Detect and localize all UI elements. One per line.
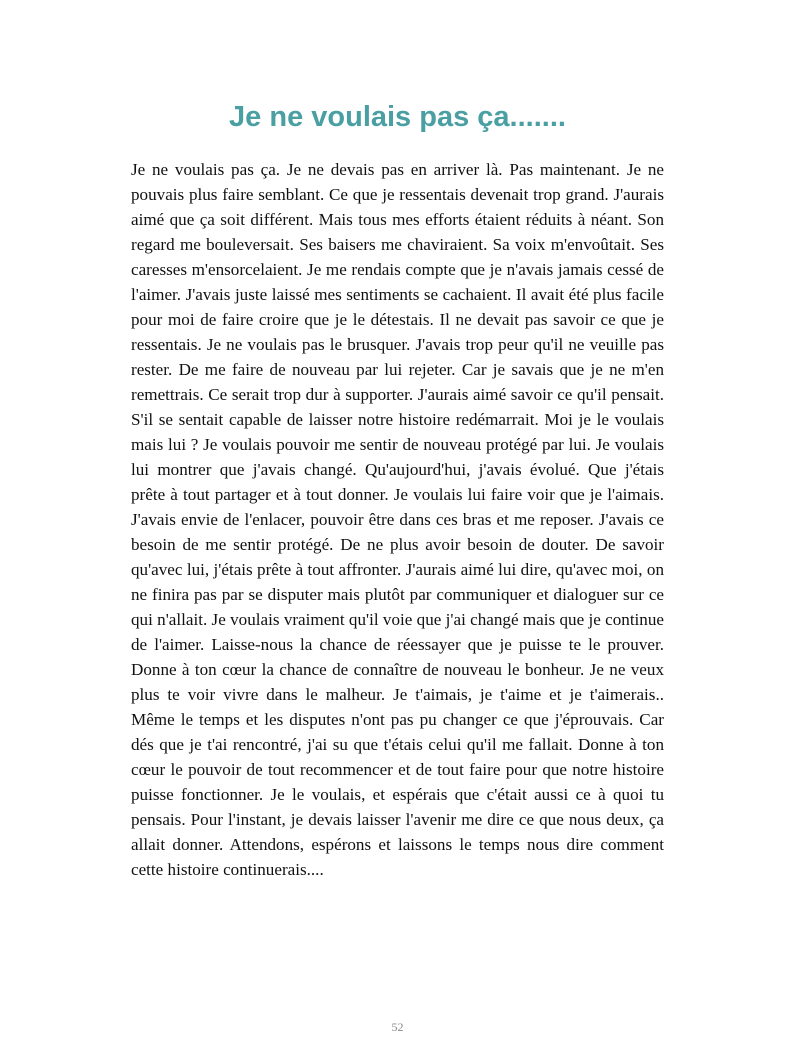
- page-number: 52: [391, 1020, 404, 1034]
- body-paragraph: Je ne voulais pas ça. Je ne devais pas en arriver là. Pas maintenant. Je ne pouvais plus faire semblant. Ce que je ressentais devenait trop grand. J'aurais aimé que ça soit différent. Mais tous mes efforts étaient réduits à néant. Son regard me bouleversait. Ses baisers me chaviraient. Sa voix m'envoûtait. Ses caresses m'ensorcelaient. Je me rendais compte que je n'avais jamais cessé de l'aimer. J'avais juste laissé mes sentiments se cachaient. Il avait été plus facile pour moi de faire croire que je le détestais. Il ne devait pas savoir ce que je ressentais. Je ne voulais pas le brusquer. J'avais trop peur qu'il ne veuille pas rester. De me faire de nouveau par lui rejeter. Car je savais que je ne m'en remettrais. Ce serait trop dur à supporter. J'aurais aimé savoir ce qu'il pensait. S'il se sentait capable de laisser notre histoire redémarrait. Moi je le voulais mais lui ? Je voulais pouvoir me sentir de nouveau protégé par lui. Je voulais lui montrer que j'avais changé. Qu'aujourd'hui, j'avais évolué. Que j'étais prête à tout partager et à tout donner. Je voulais lui faire voir que je l'aimais. J'avais envie de l'enlacer, pouvoir être dans ces bras et me reposer. J'avais ce besoin de me sentir protégé. De ne plus avoir besoin de douter. De savoir qu'avec lui, j'étais prête à tout affronter. J'aurais aimé lui dire, qu'avec moi, on ne finira pas par se disputer mais plutôt par communiquer et dialoguer sur ce qui n'allait. Je voulais vraiment qu'il voie que j'ai changé mais que je continue de l'aimer. Laisse-nous la chance de réessayer que je puisse te le prouver. Donne à ton cœur la chance de connaître de nouveau le bonheur. Je ne veux plus te voir vivre dans le malheur. Je t'aimais, je t'aime et je t'aimerais.. Même le temps et les disputes n'ont pas pu changer ce que j'éprouvais. Car dés que je t'ai rencontré, j'ai su que t'étais celui qu'il me fallait. Donne à ton cœur le pouvoir de tout recommencer et de tout faire pour que notre histoire puisse fonctionner. Je le voulais, et espérais que c'était aussi ce à quoi tu pensais. Pour l'instant, je devais laisser l'avenir me dire ce que nous deux, ça allait donner. Attendons, espérons et laissons le temps nous dire comment cette histoire continuerais....: [131, 160, 664, 879]
- page-title: Je ne voulais pas ça.......: [229, 101, 566, 133]
